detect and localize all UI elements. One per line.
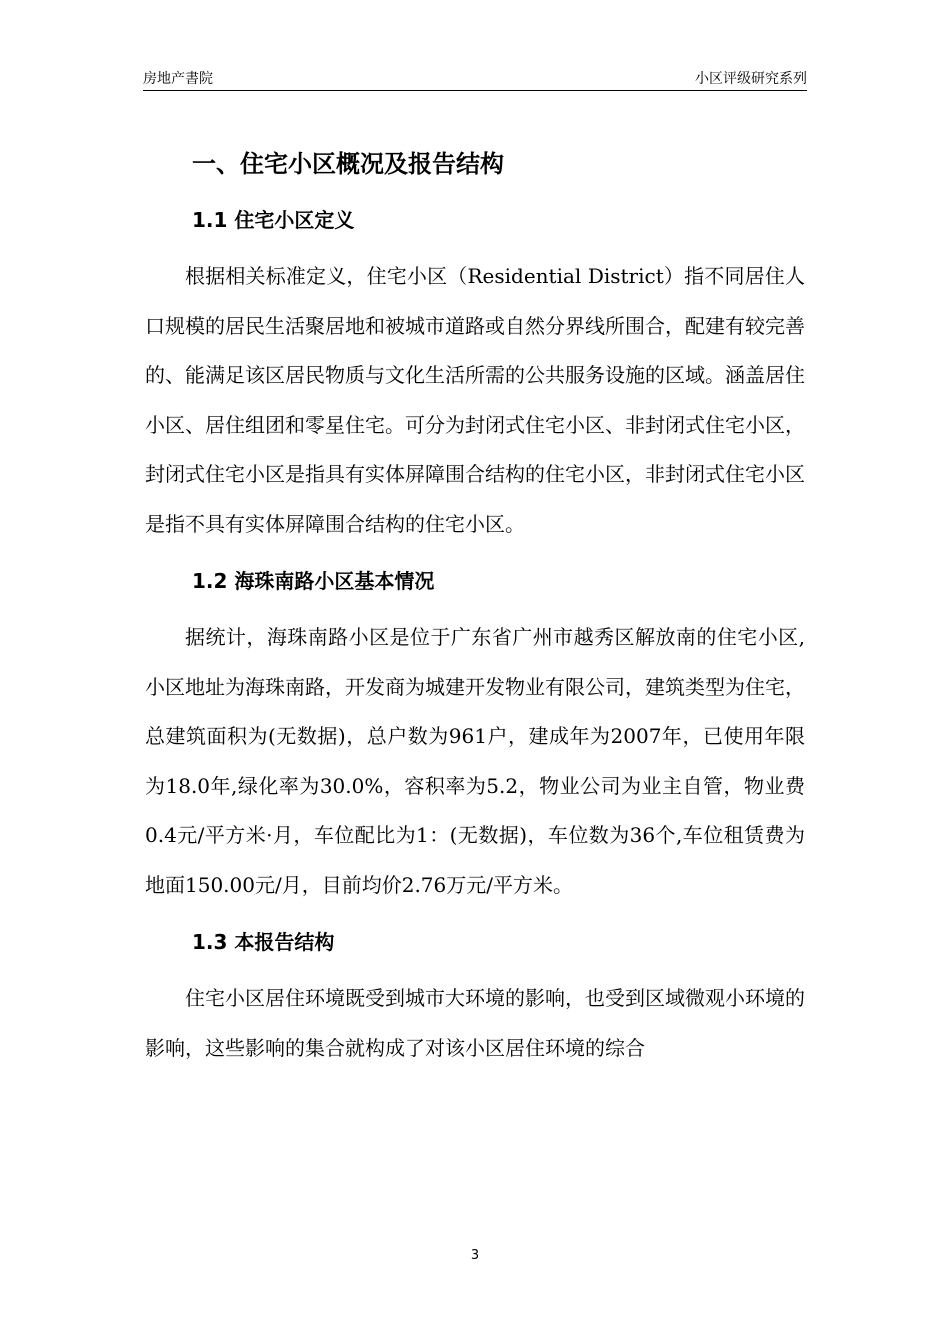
section-title-1-2: 1.2 海珠南路小区基本情况 — [192, 569, 435, 593]
page-number: 3 — [470, 1248, 480, 1263]
header-right-text: 小区评级研究系列 — [695, 71, 807, 87]
page-content — [145, 140, 805, 1073]
section-paragraph-1-2: 据统计，海珠南路小区是位于广东省广州市越秀区解放南的住宅小区,小区地址为海珠南路，开发商为城建开发物业有限公司，建筑类型为住宅，总建筑面积为(无数据)，总户数为961户，建成年为2007年，已使用年限为18.0年,绿化率为30.0%，容积率为5.2，物业公司为业主自管，物业费0.4元/平方米·月，车位配比为1：(无数据)，车位数为36个,车位租赁费为地面150.00元/月，目前均价2.76万元/平方米。 — [145, 625, 805, 897]
section-title-1-3: 1.3 本报告结构 — [192, 930, 335, 954]
header-left-text: 房地产書院 — [143, 71, 213, 87]
page-header — [143, 66, 807, 91]
section-title-1-1: 1.1 住宅小区定义 — [192, 208, 355, 232]
section-paragraph-1-3: 住宅小区居住环境既受到城市大环境的影响，也受到区域微观小环境的影响，这些影响的集合就构成了对该小区居住环境的综合 — [145, 986, 805, 1060]
section-paragraph-1-1: 根据相关标准定义，住宅小区（Residential District）指不同居住人口规模的居民生活聚居地和被城市道路或自然分界线所围合，配建有较完善的、能满足该区居民物质与文化生活所需的公共服务设施的区域。涵盖居住小区、居住组团和零星住宅。可分为封闭式住宅小区、非封闭式住宅小区，封闭式住宅小区是指具有实体屏障围合结构的住宅小区，非封闭式住宅小区是指不具有实体屏障围合结构的住宅小区。 — [145, 264, 805, 536]
chapter-title: 一、住宅小区概况及报告结构 — [192, 150, 504, 178]
